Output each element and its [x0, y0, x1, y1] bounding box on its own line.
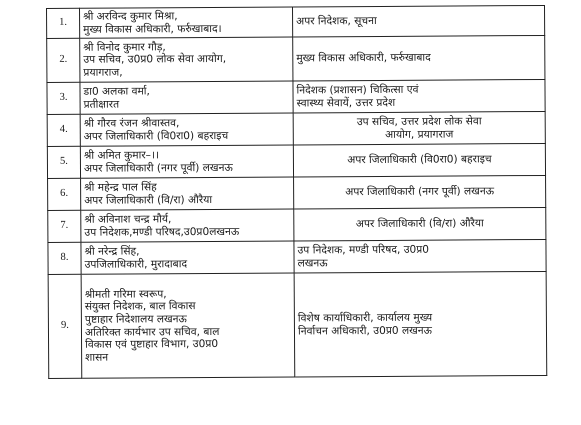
serial-number: 7. [48, 210, 81, 242]
current-post-line: श्री अविनाश चन्द्र मौर्य, [84, 213, 172, 226]
current-post-cell [81, 241, 294, 274]
serial-number: 4. [47, 114, 80, 146]
serial-number: 9. [48, 274, 82, 378]
new-post-line: निदेशक (प्रशासन) चिकित्सा एवं [296, 83, 419, 97]
current-post-cell [80, 7, 293, 38]
current-post-line: श्री अरविन्द कुमार मिश्रा, [83, 10, 178, 23]
table-row [47, 35, 545, 82]
current-post-cell [81, 209, 294, 242]
new-post-cell [294, 239, 546, 273]
current-post-line: संयुक्त निदेशक, बाल विकास [84, 300, 196, 314]
current-post-line: श्री अमित कुमार–।। [83, 149, 160, 162]
new-post-cell [292, 5, 544, 37]
new-post-line: उप निदेशक, मण्डी परिषद, उ0प्र0 [297, 243, 430, 257]
new-post-line: निर्वाचन अधिकारी, उ0प्र0 लखनऊ [297, 324, 433, 337]
new-post-cell [293, 111, 545, 145]
transfer-table-body [47, 5, 547, 378]
current-post-cell [80, 37, 293, 82]
current-post-cell [80, 113, 293, 146]
table-row [48, 271, 547, 378]
current-post-line: अपर जिलाधिकारी (नगर पूर्वी) लखनऊ [83, 161, 233, 175]
current-post-cell [80, 81, 293, 114]
current-post-line: उप निदेशक,मण्डी परिषद,उ0प्र0लखनऊ [84, 225, 240, 239]
current-post-line: मुख्य विकास अधिकारी, फर्रुखाबाद। [83, 22, 222, 36]
document-page [46, 8, 535, 379]
serial-number: 8. [48, 242, 81, 274]
current-post-line: उपजिलाधिकारी, मुरादाबाद [84, 257, 188, 271]
new-post-line: उप सचिव, उत्तर प्रदेश लोक सेवा [356, 115, 482, 129]
current-post-line: अपर जिलाधिकारी (वि/रा) औरैया [84, 193, 213, 207]
current-post-line: उप सचिव, उ0प्र0 लोक सेवा आयोग, [83, 53, 227, 66]
new-post-line: आयोग, प्रयागराज [385, 128, 454, 141]
table-row [47, 111, 545, 146]
new-post-line: लखनऊ [297, 256, 328, 269]
serial-number: 5. [47, 146, 80, 178]
new-post-cell [294, 175, 546, 209]
serial-number: 1. [47, 8, 80, 38]
current-post-cell [81, 177, 294, 210]
current-post-line: अपर जिलाधिकारी (वि0रा0) बहराइच [83, 129, 229, 143]
new-post-cell [294, 271, 547, 377]
new-post-line: स्वास्थ्य सेवायें, उत्तर प्रदेश [296, 96, 396, 109]
new-post-line: अपर जिलाधिकारी (वि0रा0) बहराइच [347, 153, 492, 167]
new-post-line: अपर जिलाधिकारी (वि/रा) औरैया [355, 217, 484, 231]
table-row [48, 207, 546, 242]
current-post-line: श्री नरेन्द्र सिंह, [84, 245, 140, 258]
current-post-line: प्रयागराज, [83, 66, 123, 79]
current-post-line: विकास एवं पुष्टाहार विभाग, उ0प्र0 [85, 338, 219, 351]
current-post-line: श्री विनोद कुमार गौड़, [83, 40, 166, 54]
current-post-line: अतिरिक्त कार्यभार उप सचिव, बाल [84, 325, 220, 339]
new-post-line: अपर जिलाधिकारी (नगर पूर्वी) लखनऊ [345, 185, 495, 199]
current-post-line: शासन [85, 351, 109, 364]
new-post-cell [293, 35, 545, 81]
current-post-line: श्री महेन्द्र पाल सिंह [84, 181, 157, 194]
table-row [47, 5, 545, 38]
current-post-cell [81, 273, 295, 378]
transfer-table [46, 5, 547, 379]
serial-number: 6. [48, 178, 81, 210]
new-post-line: मुख्य विकास अधिकारी, फर्रुखाबाद [296, 51, 431, 65]
current-post-line: प्रतीक्षारत [83, 98, 120, 111]
serial-number: 2. [47, 38, 80, 82]
table-row [47, 79, 545, 114]
new-post-line: विशेष कार्याधिकारी, कार्यालय मुख्य [297, 311, 433, 325]
new-post-cell [293, 79, 545, 113]
serial-number: 3. [47, 82, 80, 114]
table-row [47, 143, 545, 178]
new-post-line: अपर निदेशक, सूचना [296, 15, 377, 28]
new-post-cell [293, 143, 545, 177]
current-post-cell [80, 145, 293, 178]
current-post-line: डा0 अलका वर्मा, [83, 85, 150, 98]
new-post-cell [294, 207, 546, 241]
current-post-line: श्री गौरव रंजन श्रीवास्तव, [83, 117, 180, 130]
table-row [48, 239, 546, 274]
current-post-line: पुष्टाहार निदेशालय लखनऊ [84, 313, 187, 326]
current-post-line: श्रीमती गरिमा स्वरूप, [84, 287, 167, 301]
table-row [48, 175, 546, 210]
